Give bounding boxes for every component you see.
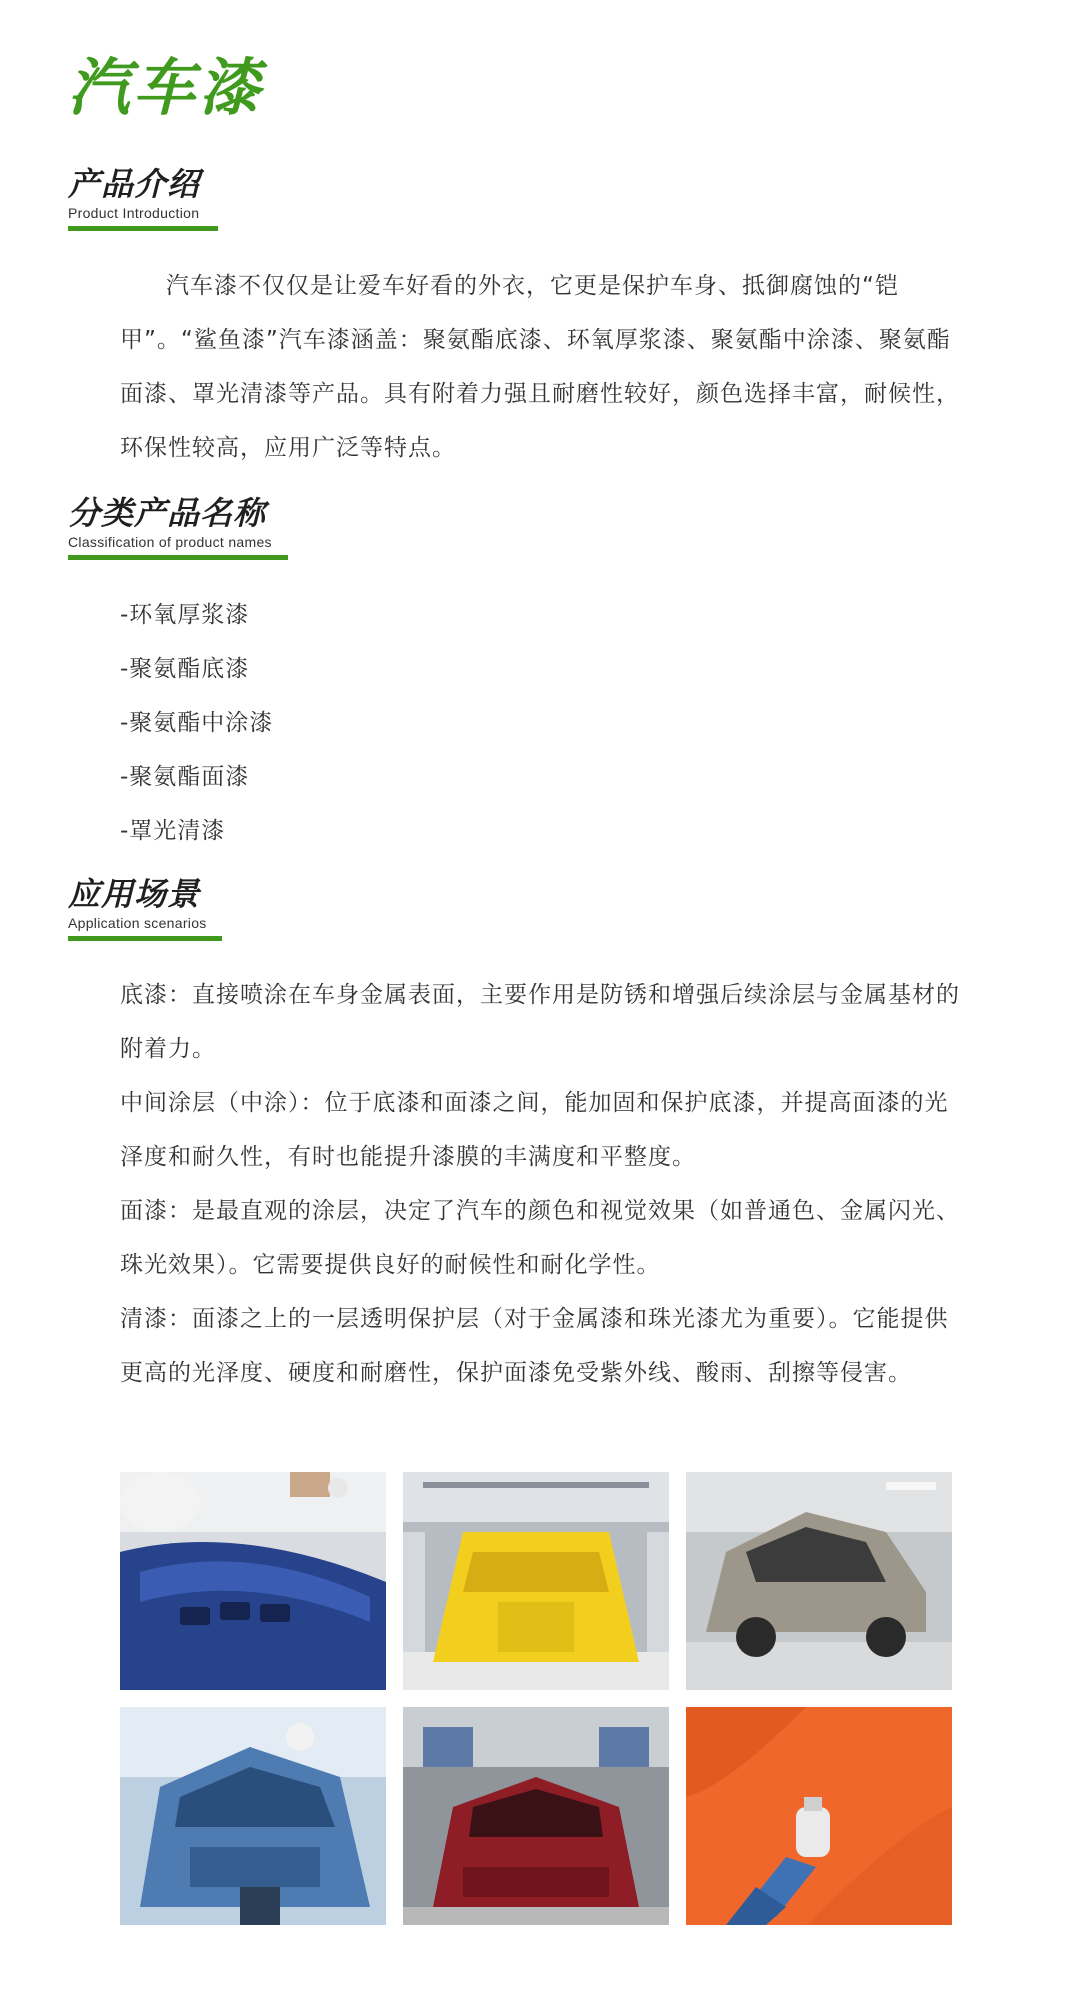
photo-spray-blue-hood — [120, 1472, 386, 1690]
product-item: -环氧厚浆漆 — [120, 602, 250, 628]
section-title-en: Classification of product names — [68, 534, 272, 550]
section-heading-classification — [68, 493, 288, 560]
section-heading-application — [68, 874, 222, 941]
section-underline — [68, 555, 288, 560]
photo-red-car-booth — [403, 1707, 669, 1925]
section-underline — [68, 936, 222, 941]
page-title: 汽车漆 — [68, 51, 264, 124]
application-item: 清漆：面漆之上的一层透明保护层（对于金属漆和珠光漆尤为重要）。它能提供更高的光泽度、硬度和耐磨性，保护面漆免受紫外线、酸雨、刮擦等侵害。 — [120, 1306, 949, 1386]
intro-paragraph: 汽车漆不仅仅是让爱车好看的外衣，它更是保护车身、抵御腐蚀的“铠甲”。“鲨鱼漆”汽车漆涵盖：聚氨酯底漆、环氧厚浆漆、聚氨酯中涂漆、聚氨酯面漆、罩光清漆等产品。具有附着力强且耐磨性较好，颜色选择丰富，耐候性，环保性较高，应用广泛等特点。 — [120, 273, 960, 461]
product-item: -聚氨酯面漆 — [120, 764, 250, 790]
section-title-zh: 产品介绍 — [68, 165, 201, 203]
product-item: -聚氨酯底漆 — [120, 656, 250, 682]
photo-orange-spray-gun — [686, 1707, 952, 1925]
application-item: 中间涂层（中涂）：位于底漆和面漆之间，能加固和保护底漆，并提高面漆的光泽度和耐久性，有时也能提升漆膜的丰满度和平整度。 — [120, 1090, 949, 1170]
product-item: -聚氨酯中涂漆 — [120, 710, 274, 736]
photo-blue-car-spray — [120, 1707, 386, 1925]
section-title-zh: 应用场景 — [68, 875, 201, 913]
section-heading-intro — [68, 164, 218, 231]
photo-gray-car-body — [686, 1472, 952, 1690]
section-title-en: Product Introduction — [68, 205, 200, 221]
photo-yellow-car-body — [403, 1472, 669, 1690]
section-title-zh: 分类产品名称 — [68, 494, 267, 532]
application-item: 底漆：直接喷涂在车身金属表面，主要作用是防锈和增强后续涂层与金属基材的附着力。 — [120, 982, 960, 1062]
product-list — [120, 588, 273, 858]
section-underline — [68, 226, 218, 231]
application-item: 面漆：是最直观的涂层，决定了汽车的颜色和视觉效果（如普通色、金属闪光、珠光效果）。它需要提供良好的耐候性和耐化学性。 — [120, 1198, 960, 1278]
application-list — [120, 968, 960, 1400]
product-item: -罩光清漆 — [120, 818, 226, 844]
section-title-en: Application scenarios — [68, 915, 207, 931]
